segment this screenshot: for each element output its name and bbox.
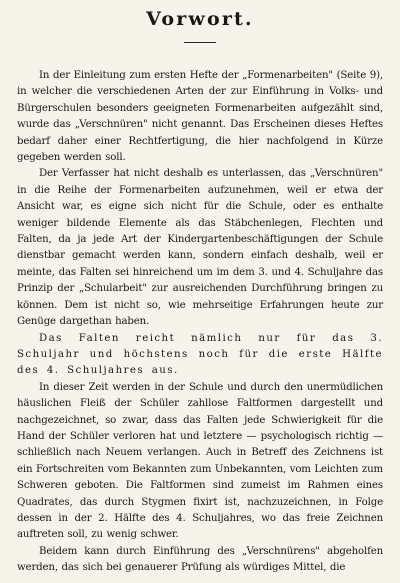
title-divider	[184, 42, 216, 43]
paragraph-5: Beidem kann durch Einführung des „Verschnürens" abgeholfen werden, das sich bei genauerer Prüfung als würdiges Mittel, die	[17, 545, 383, 574]
page-title: Vorwort.	[146, 8, 254, 30]
paragraph-1: In der Einleitung zum ersten Hefte der „Formenarbeiten" (Seite 9), in welcher die verschiedenen Arten der zur Einführung in Volks- und Bürgerschulen besonders geeigneten Formenarbeiten aufgezählt sind, wurde das „Verschnüren" nicht genannt. Das Erscheinen dieses Heftes bedarf daher einer Rechtfertigung, die hier nachfolgend in Kürze gegeben werden soll.	[17, 70, 383, 164]
paragraph-2: Der Verfasser hat nicht deshalb es unterlassen, das „Verschnüren" in die Reihe der Formenarbeiten aufzunehmen, weil er etwa der Ansicht war, es eigne sich nicht für die Schule, oder es enthalte weniger bildende Elemente als das Stäbchenlegen, Flechten und Falten, da ja jede Art der Kindergartenbeschäftigungen der Schule dienstbar gemacht werden kann, sondern einfach deshalb, weil er meinte, das Falten sei hinreichend um im dem 3. und 4. Schuljahre das Prinzip der „Schularbeit" zur ausreichenden Durchführung bringen zu können. Dem ist nicht so, wie mehrseitige Erfahrungen heute zur Genüge dargethan haben.	[17, 168, 383, 328]
paragraph-3: Das Falten reicht nämlich nur für das 3. Schuljahr und höchstens noch für die erste Hälfte des 4. Schuljahres aus.	[17, 332, 383, 377]
paragraph-4: In dieser Zeit werden in der Schule und durch den unermüdlichen häuslichen Fleiß der Schüler zahllose Faltformen dargestellt und nachgezeichnet, so zwar, dass das Falten jede Schwierigkeit für die Hand der Schüler verloren hat und letztere — psychologisch richtig — schließlich nach Neuem verlangen. Auch in Betreff des Zeichnens ist ein Fortschreiten vom Bekannten zum Unbekannten, vom Leichten zum Schweren geboten. Die Faltformen sind zumeist im Rahmen eines Quadrates, das durch Stygmen fixirt ist, nachzuzeichnen, in Folge dessen in der 2. Hälfte des 4. Schuljahres, wo das freie Zeichnen auftreten soll, zu wenig schwer.	[17, 381, 383, 541]
